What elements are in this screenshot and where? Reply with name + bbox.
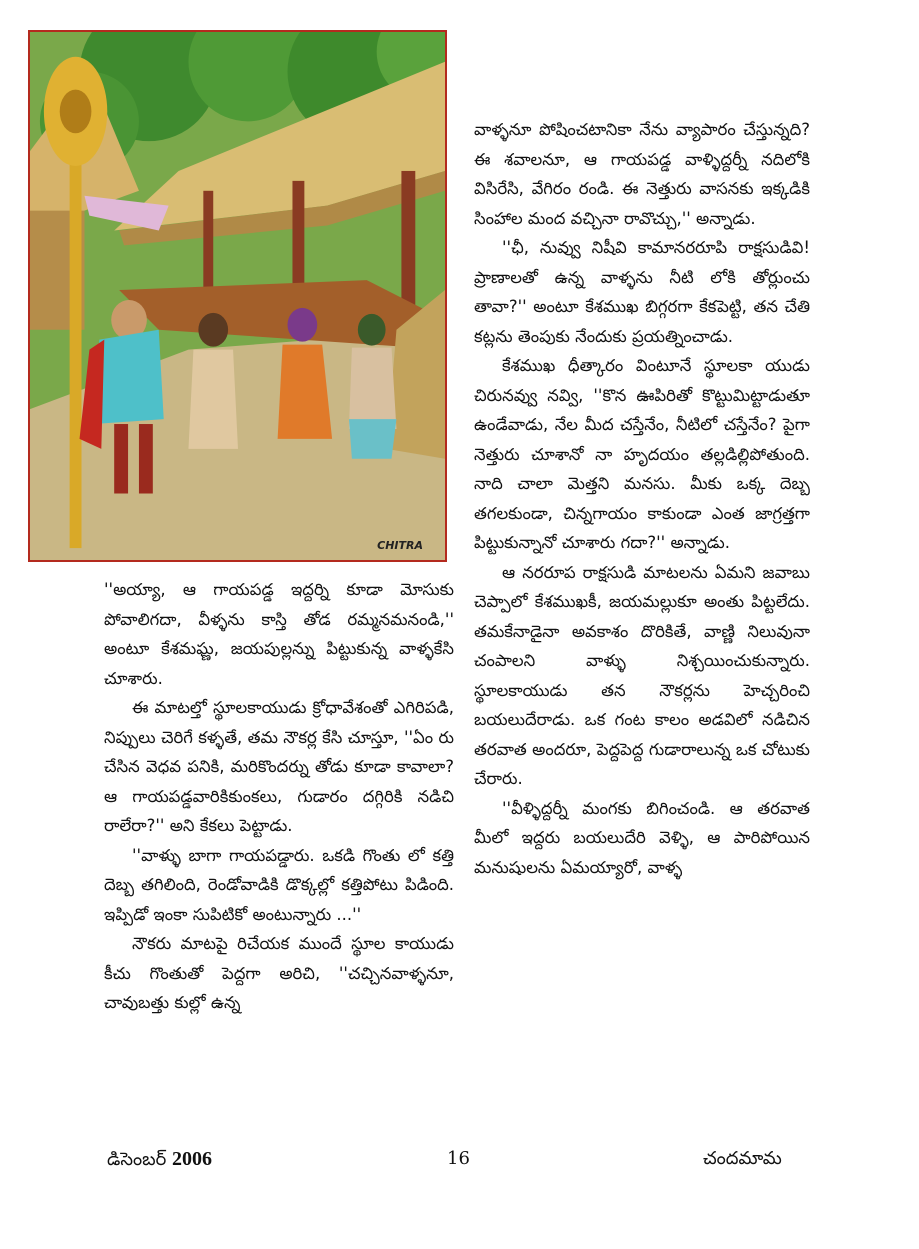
story-illustration (28, 30, 447, 562)
footer-issue-date (107, 1148, 212, 1174)
paragraph: నౌకరు మాటపై రిచేయక ముందే స్థూల కాయుడు కీచు గొంతుతో పెద్దగా అరిచి, ''చచ్చినవాళ్ళనూ, చావుబత్తు కుల్లో ఉన్న (104, 934, 454, 1012)
left-text-column (104, 575, 454, 1018)
footer-year: 2006 (172, 1148, 212, 1170)
right-text-column (474, 115, 810, 882)
magazine-name: చందమామ (703, 1148, 782, 1169)
paragraph: వాళ్ళనూ పోషించటానికా నేను వ్యాపారం చేస్తున్నది? ఈ శవాలనూ, ఆ గాయపడ్డ వాళ్ళిద్దర్నీ నదిలోకి విసిరేసి, వేగిరం రండి. ఈ నెత్తురు వాసనకు ఇక్కడికి సింహాల మంద వచ్చినా రావొచ్చు,'' అన్నాడు. (474, 120, 810, 228)
illustration-scene (30, 32, 445, 560)
paragraph: కేశముఖ ధీత్కారం వింటూనే స్థూలకా యుడు చిరునవ్వు నవ్వి, ''కొన ఊపిరితో కొట్టుమిట్టాడుతూ ఉండేవాడు, నేల మీద చస్తేనేం, నీటిలో చస్తేనేం? పైగా నెత్తురు చూశానో నా హృదయం తల్లడిల్లిపోతుంది. నాది చాలా మెత్తని మనసు. మీకు ఒక్క దెబ్బ తగలకుండా, చిన్నగాయం కాకుండా ఎంత జాగ్రత్తగా పిట్టుకున్నానో చూశారు గదా?'' అన్నాడు. (474, 356, 810, 552)
paragraph: ఆ నరరూప రాక్షసుడి మాటలను ఏమని జవాబు చెప్పాలో కేశముఖకీ, జయమల్లుకూ అంతు పిట్టలేదు. తమకేనాడైనా అవకాశం దొరికితే, వాణ్ణి నిలువునా చంపాలని వాళ్ళు నిశ్చయించుకున్నారు. స్థూలకాయుడు తన నౌకర్లను హెచ్చరించి బయలుదేరాడు. ఒక గంట కాలం అడవిలో నడిచిన తరవాత అందరూ, పెద్దపెద్ద గుడారాలున్న ఒక చోటుకు చేరారు. (474, 562, 810, 788)
paragraph: ''ఛీ, నువ్వు నిషీవి కామానరరూపి రాక్షసుడివి! ప్రాణాలతో ఉన్న వాళ్ళను నీటి లోకి తోర్లుంచు తావా?'' అంటూ కేశముఖ బిగ్గరగా కేకపెట్టి, తన చేతి కట్లను తెంపుకు నేందుకు ప్రయత్నించాడు. (474, 238, 810, 346)
illustrator-signature: CHITRA (377, 539, 423, 552)
paragraph: ''వాళ్ళు బాగా గాయపడ్డారు. ఒకడి గొంతు లో కత్తి దెబ్బ తగిలింది, రెండోవాడికి డొక్కల్లో కత్తిపోటు పిడింది. ఇప్పిడో ఇంకా సుపిటికో అంటున్నారు ...'' (104, 845, 454, 924)
paragraph: ''వీళ్ళిద్దర్నీ మంగకు బిగించండి. ఆ తరవాత మీలో ఇద్దరు బయలుదేరి వెళ్ళి, ఆ పారిపోయిన మనుషులను ఏమయ్యారో, వాళ్ళ (474, 798, 810, 877)
footer-month: డిసెంబర్ (107, 1149, 167, 1170)
paragraph: ''అయ్యా, ఆ గాయపడ్డ ఇద్దర్ని కూడా మోసుకు పోవాలిగదా, వీళ్ళను కాస్తి తోడ రమ్మనమనండి,'' అంటూ కేశమఘ్ణ, జయపుల్లన్ను పిట్టుకున్న వాళ్ళకేసి చూశారు. (104, 580, 454, 688)
page-number: 16 (447, 1148, 470, 1169)
paragraph: ఈ మాటల్తో స్థూలకాయుడు క్రోధావేశంతో ఎగిరిపడి, నిప్పులు చెరిగే కళ్ళతే, తమ నౌకర్ల కేసి చూస్తూ, ''ఏం రు చేసిన వెధవ పనికి, మరికొందర్ను తోడు కూడా కావాలా? ఆ గాయపడ్డవారికికుంకలు, గుడారం దగ్గిరికి నడిచి రాలేరా?'' అని కేకలు పెట్టాడు. (104, 698, 454, 835)
